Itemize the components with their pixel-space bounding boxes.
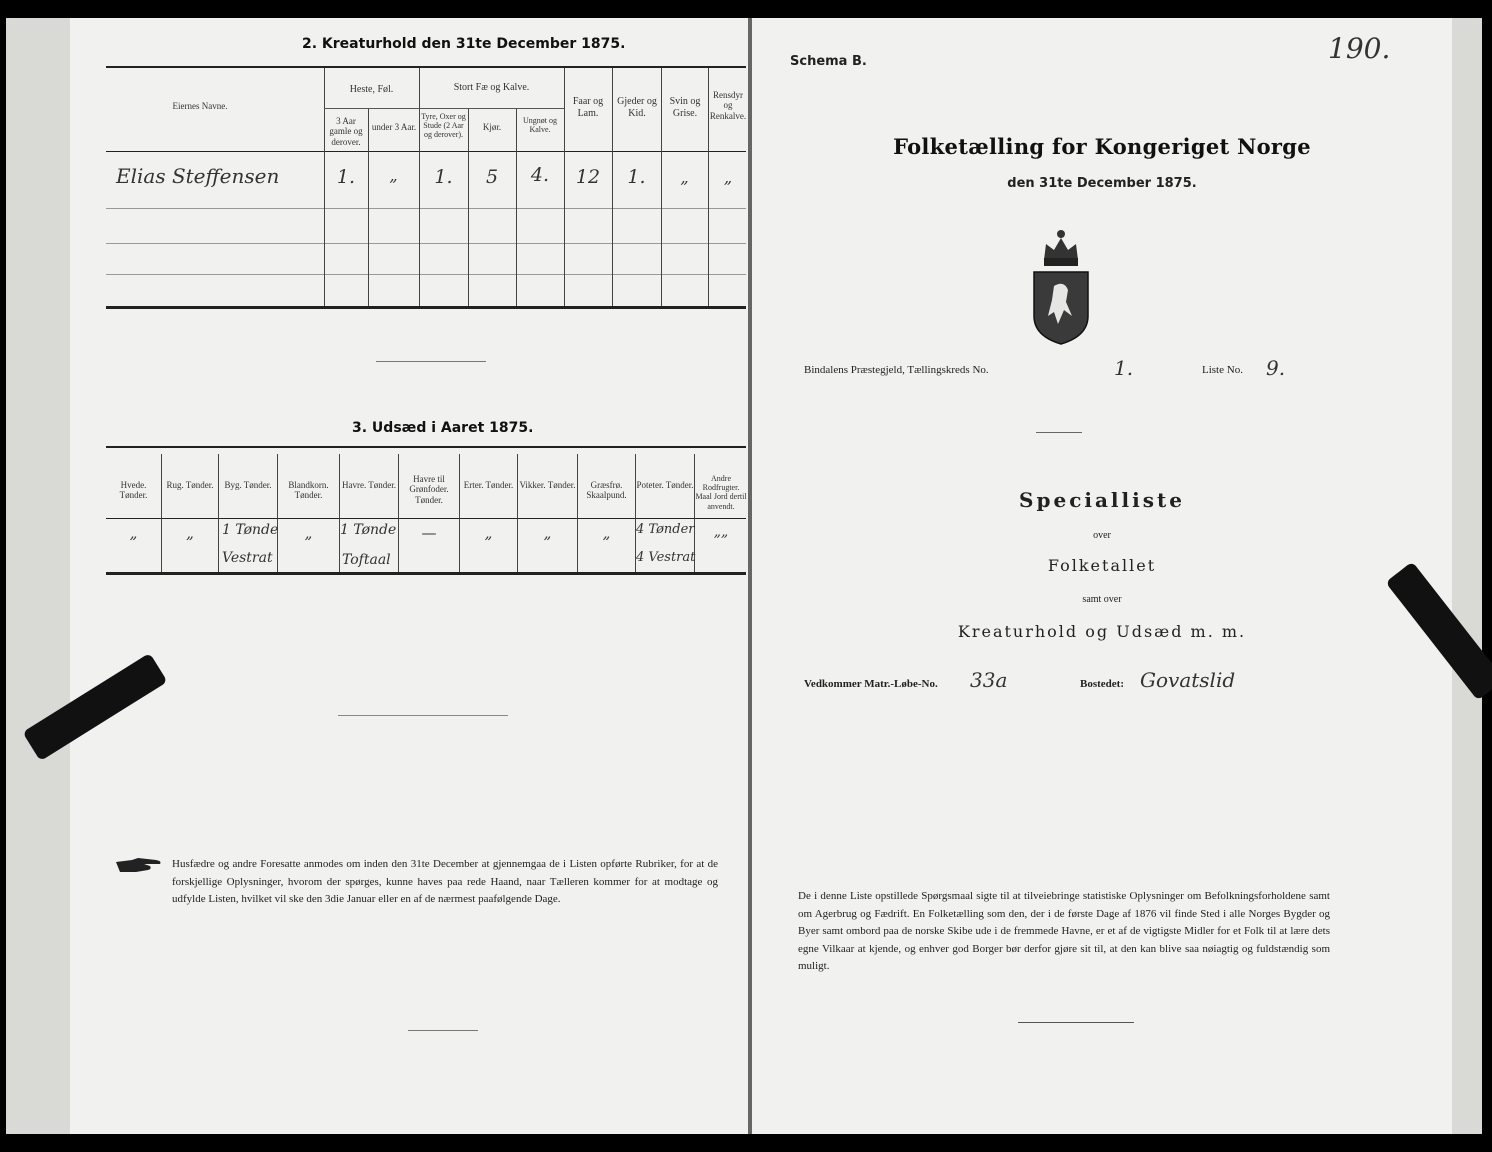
faar-header: Faar og Lam. [572, 96, 604, 119]
heste-sub1-header: 3 Aar gamle og derover. [329, 116, 363, 147]
district-label: Bindalens Præstegjeld, Tællingskreds No. [804, 364, 989, 376]
left-page [70, 18, 750, 1134]
faar-value: 12 [575, 166, 601, 188]
heste-sub2-header: under 3 Aar. [371, 122, 417, 132]
table2-subheader-rule [324, 108, 564, 109]
havre-gronfoder-header: Havre til Grønfoder. Tønder. [409, 474, 449, 505]
hvede-value: „ [129, 524, 138, 542]
right-page-edge [1452, 18, 1482, 1134]
heste-header: Heste, Føl. [349, 84, 394, 95]
over-text-1: over [1093, 530, 1111, 541]
table2-row-rule [106, 208, 746, 209]
vikker-value: „ [543, 524, 552, 542]
rug-value: „ [186, 524, 194, 542]
erter-value: „ [484, 524, 493, 542]
divider-short [408, 1030, 478, 1031]
havre-header: Havre. Tønder. [341, 480, 397, 490]
table3-top-rule [106, 446, 746, 448]
table2-row-rule [106, 243, 746, 244]
poteter-value: 4 Tønder [636, 522, 695, 537]
right-page [752, 18, 1452, 1134]
rug-header: Rug. Tønder. [166, 480, 214, 490]
page-number: 190. [1328, 32, 1391, 65]
main-title: Folketælling for Kongeriget Norge [893, 134, 1311, 159]
byg-unit: Vestrat [222, 550, 273, 566]
table2-bottom-rule [106, 306, 746, 309]
pointing-hand-icon [114, 856, 164, 876]
left-page-edge [6, 18, 70, 1134]
rensdyr-header: Rensdyr og Renkalve. [709, 90, 747, 121]
andre-rodfrugter-header: Andre Rodfrugter. Maal Jord dertil anvendt. [695, 474, 747, 511]
blandkorn-value: „ [304, 524, 313, 542]
divider-short [1018, 1022, 1134, 1023]
graesfro-value: „ [602, 524, 611, 542]
table3-col-divider [339, 454, 340, 572]
liste-number: 9. [1266, 356, 1286, 380]
owner-name-header: Eiernes Navne. [172, 101, 228, 111]
stortfae-header: Stort Fæ og Kalve. [453, 82, 530, 93]
district-number: 1. [1114, 356, 1134, 380]
coat-of-arms-icon [1024, 220, 1098, 350]
svin-header: Svin og Grise. [669, 96, 701, 119]
table3-col-divider [277, 454, 278, 572]
stortfae-sub1-header: Tyre, Oxer og Stude (2 Aar og derover). [421, 112, 466, 140]
table2-col-divider [468, 108, 469, 306]
matr-number: 33a [970, 668, 1008, 692]
rensdyr-value: „ [723, 168, 733, 187]
svin-value: „ [680, 168, 689, 187]
matr-label: Vedkommer Matr.-Løbe-No. [804, 678, 938, 690]
specialliste-heading: Specialliste [1019, 488, 1185, 512]
kreaturhold-text: Kreaturhold og Udsæd m. m. [957, 622, 1247, 641]
erter-header: Erter. Tønder. [463, 480, 514, 490]
table3-col-divider [398, 454, 399, 572]
hvede-header: Hvede. Tønder. [119, 480, 148, 501]
table3-col-divider [218, 454, 219, 572]
stortfae-sub2-header: Kjør. [482, 122, 502, 132]
havre-value: 1 Tønde [340, 522, 397, 538]
table3-col-divider [459, 454, 460, 572]
byg-value: 1 Tønde [222, 522, 279, 538]
gjeder-value: 1. [627, 166, 646, 188]
schema-label: Schema B. [790, 54, 867, 69]
table2-col-divider [516, 108, 517, 306]
graesfro-header: Græsfrø. Skaalpund. [586, 480, 627, 501]
samt-over-text: samt over [1082, 594, 1122, 605]
owner-name-entry: Elias Steffensen [116, 164, 280, 188]
stude-value: 1. [434, 166, 453, 188]
instructions-note: Husfædre og andre Foresatte anmodes om inden den 31te December at gjennemgaa de i Listen opførte Rubriker, for at de forskjellige Oplysninger, hvorom der spørges, kunne haves paa rede Haand, naar Tælleren kommer for at modtage og udfylde Listen, hvilket vil ske den 3die Januar eller en af de nærmest paafølgende Dage. [172, 858, 718, 906]
table3-bottom-rule [106, 572, 746, 575]
divider-short [1036, 432, 1082, 433]
havre-unit: Toftaal [342, 552, 391, 568]
divider-short [338, 715, 508, 716]
heste-under3-value: „ [389, 166, 398, 185]
table2-col-divider [368, 108, 369, 306]
table2-row-rule [106, 274, 746, 275]
heste-value: 1. [336, 166, 356, 188]
poteter-unit: 4 Vestrat [636, 550, 696, 565]
table3-col-divider [517, 454, 518, 572]
table3-header-rule [106, 518, 746, 519]
ungnot-value: 4. [530, 164, 550, 186]
blandkorn-header: Blandkorn. Tønder. [288, 480, 329, 501]
bosted-label: Bostedet: [1080, 678, 1124, 690]
bosted-value: Govatslid [1140, 668, 1236, 692]
poteter-header: Poteter. Tønder. [636, 480, 694, 490]
gjeder-header: Gjeder og Kid. [617, 96, 657, 119]
census-date: den 31te December 1875. [1007, 176, 1197, 191]
folketallet-text: Folketallet [1047, 556, 1157, 575]
explanatory-paragraph: De i denne Liste opstillede Spørgsmaal sigte til at tilveiebringe statistiske Oplysninger om Befolkningsforholdene samt om Agerbrug og Fædrift. En Folketælling som den, der i de første Dage af 1876 vil finde Sted i alle Norges Bygder og Byer samt ombord paa de norske Skibe ude i de fremmede Havne, er et af de vigtigste Midler for et Folk til at lære dets egne Vilkaar at kjende, og enhver god Borger bør derfor gjøre sit til, at den kan blive saa nøiagtig og fuldstændig som muligt. [798, 890, 1330, 973]
section2-title: 2. Kreaturhold den 31te December 1875. [302, 36, 626, 52]
havre-gronfoder-value: — [421, 524, 437, 542]
table2-header-rule [106, 151, 746, 152]
divider-short [376, 361, 486, 362]
liste-label: Liste No. [1202, 364, 1243, 376]
andre-rodfrugter-value: „„ [713, 524, 729, 540]
section3-title: 3. Udsæd i Aaret 1875. [352, 420, 534, 436]
table2-top-rule [106, 66, 746, 68]
table3-col-divider [577, 454, 578, 572]
stortfae-sub3-header: Ungnøt og Kalve. [523, 116, 557, 135]
byg-header: Byg. Tønder. [224, 480, 272, 490]
table3-col-divider [161, 454, 162, 572]
kjor-value: 5 [485, 166, 499, 188]
vikker-header: Vikker. Tønder. [519, 480, 576, 490]
